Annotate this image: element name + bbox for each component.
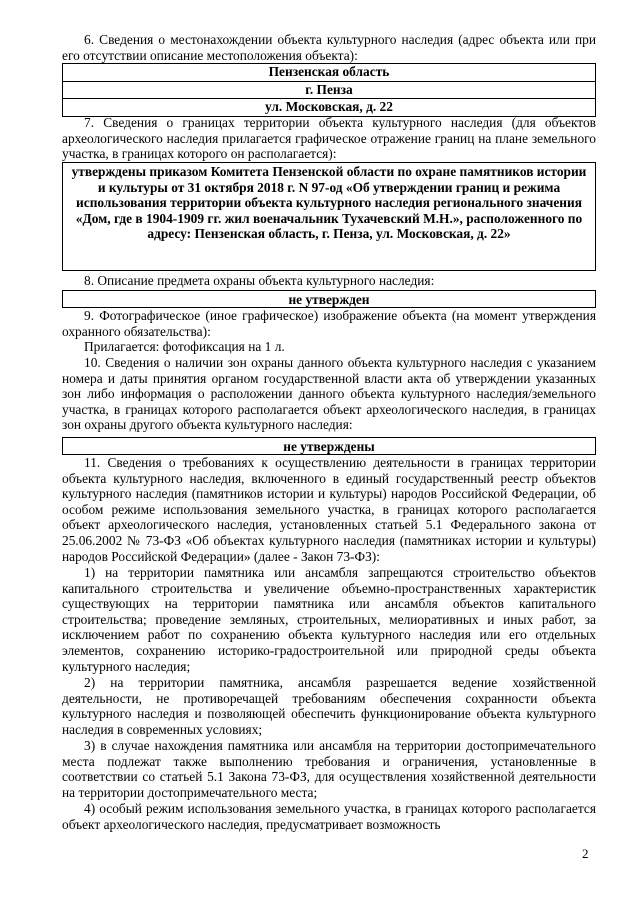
- address-city: г. Пенза: [63, 82, 595, 100]
- address-street: ул. Московская, д. 22: [265, 99, 393, 114]
- address-region: Пензенская область: [63, 64, 595, 82]
- item8-text: 8. Описание предмета охраны объекта культурного наследия:: [84, 273, 435, 288]
- page-number: 2: [582, 846, 589, 861]
- address-table: [62, 63, 596, 117]
- item10-status: не утверждены: [283, 439, 375, 454]
- item10-text: 10. Сведения о наличии зон охраны данного объекта культурного наследия с указанием номера и даты принятия органом государственной власти акта об утверждении указанных зон либо информация о расположении данного объекта культурного наследия/земельного участка, в границах которого располагается объект археологического наследия, в границах зон охраны другого объекта культурного наследия:: [62, 355, 596, 433]
- item7-text: 7. Сведения о границах территории объекта культурного наследия (для объектов археологического наследия прилагается графическое отражение границ на плане земельного участка, в границах которого он располагается):: [62, 115, 596, 162]
- item8-status: не утвержден: [288, 292, 370, 307]
- requirement-2: 2) на территории памятника, ансамбля разрешается ведение хозяйственной деятельности, не противоречащей требованиям обеспечения сохранности объекта культурного наследия и позволяющей обеспечить функционирование объекта культурного наследия в современных условиях;: [62, 675, 596, 737]
- item9-note: Прилагается: фотофиксация на 1 л.: [84, 339, 285, 354]
- item7-boundaries-text: утверждены приказом Комитета Пензенской области по охране памятников истории и культуры от 31 октября 2018 г. N 97-од «Об утверждении границ и режима использования территории объекта культурного наследия регионального значения «Дом, где в 1904-1909 гг. жил военачальник Тухачевский М.Н.», расположенного по адресу: Пензенская область, г. Пенза, ул. Московская, д. 22»: [71, 164, 587, 242]
- item7-boundaries-box: [62, 162, 596, 271]
- item10-box: [62, 437, 596, 455]
- item9-text: 9. Фотографическое (иное графическое) изображение объекта (на момент утверждения охранного обязательства):: [62, 308, 596, 339]
- requirement-3: 3) в случае нахождения памятника или ансамбля на территории достопримечательного места подлежат также выполнению требования и ограничения, установленные в соответствии со статьей 5.1 Закона 73-ФЗ, для осуществления хозяйственной деятельности на территории достопримечательного места;: [62, 738, 596, 800]
- item11-text: 11. Сведения о требованиях к осуществлению деятельности в границах территории объекта культурного наследия, включенного в единый государственный реестр объектов культурного наследия (памятников истории и культуры) народов Российской Федерации, об особом режиме использования земельного участка, в границах которого располагается объект археологического наследия, установленных статьей 5.1 Федерального закона от 25.06.2002 № 73-ФЗ «Об объектах культурного наследия (памятниках истории и культуры) народов Российской Федерации» (далее - Закон 73-ФЗ):: [62, 455, 596, 564]
- item6-text: 6. Сведения о местонахождении объекта культурного наследия (адрес объекта или при его отсутствии описание местоположения объекта):: [62, 32, 596, 63]
- requirement-4: 4) особый режим использования земельного участка, в границах которого располагается объект археологического наследия, предусматривает возможность: [62, 801, 596, 832]
- requirement-1: 1) на территории памятника или ансамбля запрещаются строительство объектов капитального строительства и увеличение объемно-пространственных характеристик существующих на территории памятника или ансамбля объектов капитального строительства; проведение земляных, строительных, мелиоративных и иных работ, за исключением работ по сохранению объекта культурного наследия или его отдельных элементов, сохранению историко-градостроительной или природной среды объекта культурного наследия;: [62, 565, 596, 674]
- item8-box: [62, 290, 596, 308]
